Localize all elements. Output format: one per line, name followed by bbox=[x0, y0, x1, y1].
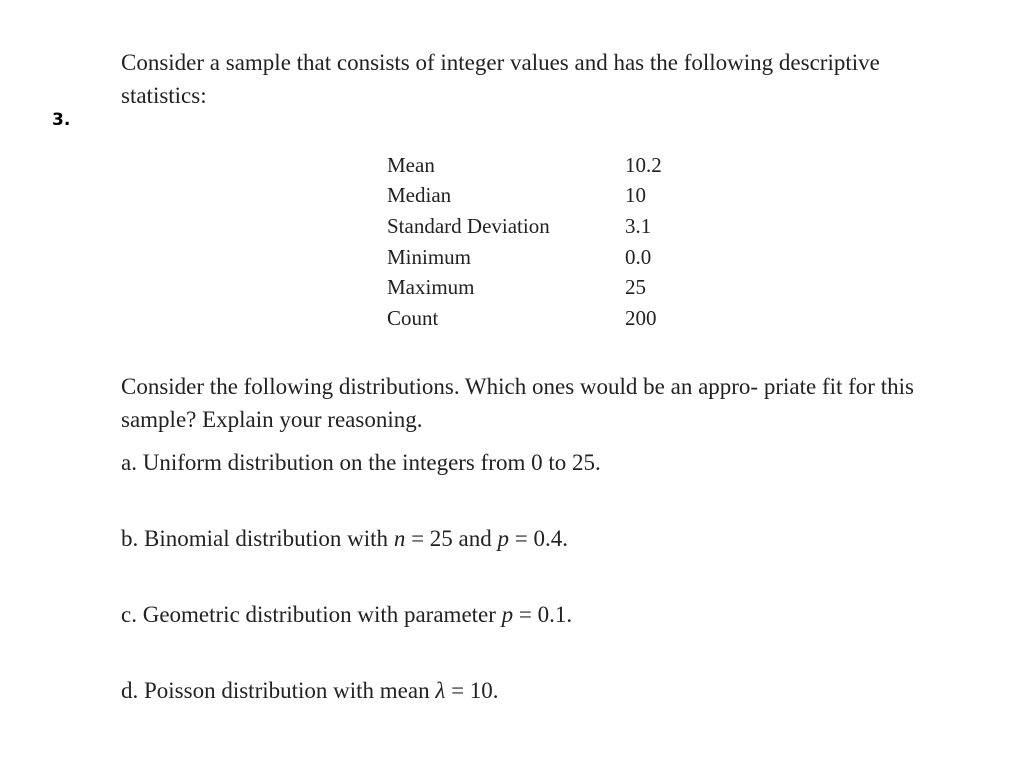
option-b bbox=[121, 524, 568, 554]
option-text: = 10. bbox=[445, 678, 499, 703]
option-text: = 25 and bbox=[405, 526, 498, 551]
statistics-table bbox=[387, 150, 705, 334]
math-variable: p bbox=[501, 602, 514, 627]
question-intro: Consider a sample that consists of integer values and has the following descriptive statistics: bbox=[121, 50, 880, 108]
math-variable: λ bbox=[435, 678, 446, 703]
stat-value: 0.0 bbox=[625, 244, 652, 269]
stat-label: Maximum bbox=[387, 275, 475, 300]
option-text: b. Binomial distribution with bbox=[121, 526, 394, 551]
stat-row-standard-deviation bbox=[387, 211, 705, 242]
stat-value: 10 bbox=[625, 183, 646, 208]
stat-label: Standard Deviation bbox=[387, 213, 550, 238]
option-c bbox=[121, 600, 572, 630]
stat-value: 3.1 bbox=[625, 213, 652, 238]
stat-label: Mean bbox=[387, 152, 435, 177]
stat-value: 10.2 bbox=[625, 152, 662, 177]
stat-label: Median bbox=[387, 183, 452, 208]
stat-row-minimum bbox=[387, 242, 705, 273]
question-prompt: Consider the following distributions. Which ones would be an appro- priate fit for this sample? Explain your reasoning. bbox=[121, 374, 914, 432]
option-text: c. Geometric distribution with parameter bbox=[121, 602, 502, 627]
stat-label: Minimum bbox=[387, 244, 472, 269]
option-d bbox=[121, 676, 499, 706]
math-variable: p bbox=[497, 526, 509, 551]
option-a: a. Uniform distribution on the integers from 0 to 25. bbox=[121, 450, 601, 475]
stat-value: 25 bbox=[625, 275, 646, 300]
math-variable: n bbox=[393, 526, 406, 551]
question-number: 3. bbox=[52, 110, 71, 130]
stat-row-median bbox=[387, 181, 705, 212]
stat-row-mean bbox=[387, 150, 705, 181]
stat-row-maximum bbox=[387, 272, 705, 303]
stat-row-count bbox=[387, 303, 705, 334]
option-text: = 0.1. bbox=[513, 602, 573, 627]
stat-label: Count bbox=[387, 305, 439, 330]
option-text: d. Poisson distribution with mean bbox=[121, 678, 436, 703]
option-text: = 0.4. bbox=[509, 526, 568, 551]
stat-value: 200 bbox=[625, 305, 657, 330]
